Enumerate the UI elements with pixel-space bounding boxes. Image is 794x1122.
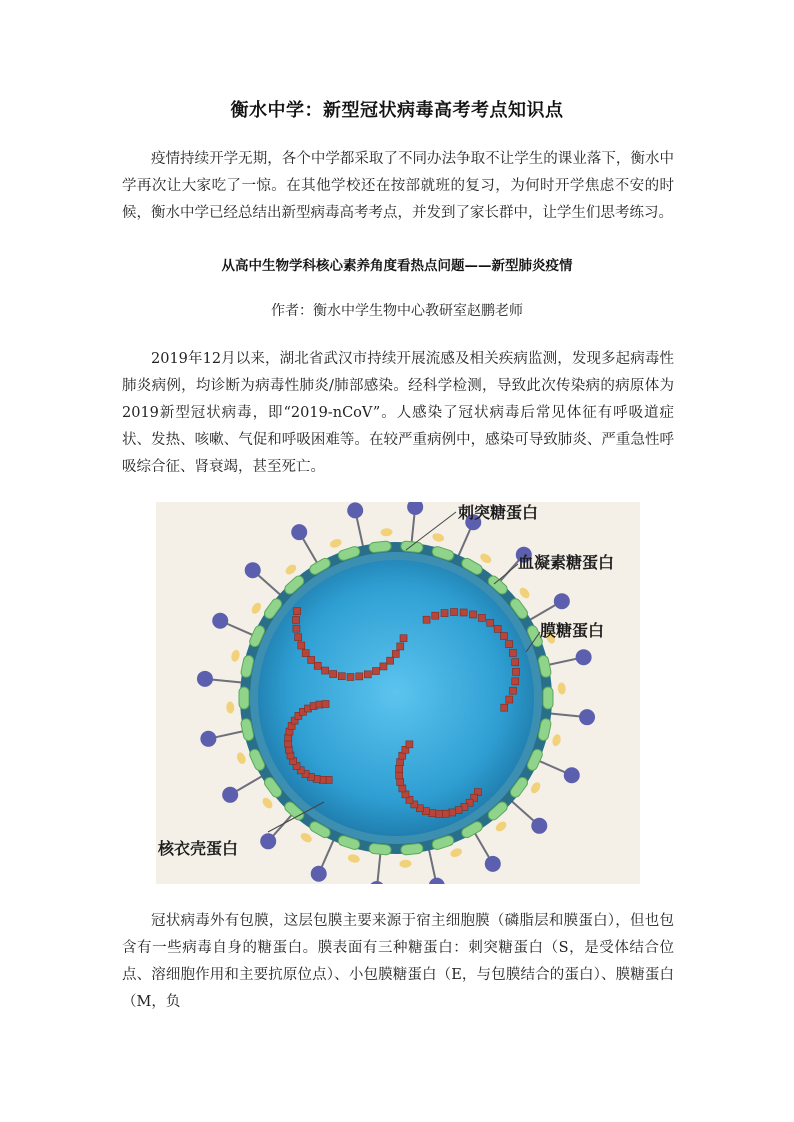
nucleocapsid-bead xyxy=(293,625,300,632)
spike-knob xyxy=(429,878,445,884)
label-nucleocapsid-protein: 核衣壳蛋白 xyxy=(158,839,239,858)
small-glycoprotein xyxy=(226,701,235,713)
nucleocapsid-bead xyxy=(435,810,442,817)
small-glycoprotein xyxy=(557,682,566,694)
leader-line-hemagglutinin xyxy=(494,564,518,584)
nucleocapsid-bead xyxy=(308,656,315,663)
small-glycoprotein xyxy=(399,859,411,868)
small-glycoprotein xyxy=(299,831,313,844)
section-heading: 从高中生物学科核心素养角度看热点问题——新型肺炎疫情 xyxy=(221,258,573,274)
nucleocapsid-bead xyxy=(501,633,508,640)
nucleocapsid-bead xyxy=(356,673,363,680)
nucleocapsid-bead xyxy=(470,611,477,618)
membrane-protein xyxy=(400,843,423,855)
small-glycoprotein xyxy=(284,563,298,577)
nucleocapsid-bead xyxy=(294,608,301,615)
author-line: 作者：衡水中学生物中心教研室赵鹏老师 xyxy=(271,303,523,319)
small-glycoprotein xyxy=(380,528,392,537)
nucleocapsid-bead xyxy=(330,671,337,678)
nucleocapsid-bead xyxy=(506,696,513,703)
nucleocapsid-bead xyxy=(396,772,403,779)
label-membrane-glycoprotein: 膜糖蛋白 xyxy=(540,621,605,640)
nucleocapsid-bead xyxy=(432,612,439,619)
nucleocapsid-bead xyxy=(478,614,485,621)
nucleocapsid-bead xyxy=(510,687,517,694)
virus-core xyxy=(258,560,534,836)
nucleocapsid-bead xyxy=(295,634,302,641)
label-hemagglutinin-glycoprotein: 血凝素糖蛋白 xyxy=(518,553,615,572)
nucleocapsid-bead xyxy=(387,657,394,664)
nucleocapsid-bead xyxy=(380,663,387,670)
nucleocapsid-bead xyxy=(364,671,371,678)
small-glycoprotein xyxy=(551,733,562,747)
nucleocapsid-bead xyxy=(302,650,309,657)
page-title: 衡水中学：新型冠状病毒高考考点知识点 xyxy=(230,100,564,121)
spike-knob xyxy=(212,613,228,629)
small-glycoprotein xyxy=(431,532,445,543)
nucleocapsid-bead xyxy=(392,650,399,657)
nucleocapsid-bead xyxy=(429,810,436,817)
nucleocapsid-bead xyxy=(512,659,519,666)
nucleocapsid-bead xyxy=(397,643,404,650)
nucleocapsid-bead xyxy=(460,609,467,616)
small-glycoprotein xyxy=(230,649,241,663)
nucleocapsid-bead xyxy=(347,673,354,680)
spike-knob xyxy=(291,524,307,540)
nucleocapsid-bead xyxy=(399,785,406,792)
nucleocapsid-bead xyxy=(293,616,300,623)
nucleocapsid-bead xyxy=(322,667,329,674)
spike-knob xyxy=(579,709,595,725)
spike-knob xyxy=(260,833,276,849)
membrane-protein xyxy=(369,541,392,553)
spike-knob xyxy=(554,593,570,609)
nucleocapsid-bead xyxy=(506,641,513,648)
spike-knob xyxy=(200,731,216,747)
nucleocapsid-bead xyxy=(509,649,516,656)
label-spike-glycoprotein: 刺突糖蛋白 xyxy=(458,503,539,522)
body-paragraph-2: 冠状病毒外有包膜，这层包膜主要来源于宿主细胞膜（磷脂层和膜蛋白），但也包含有一些病毒自身的糖蛋白。膜表面有三种糖蛋白：刺突糖蛋白（S，是受体结合位点、溶细胞作用和主要抗原位点）、小包膜糖蛋白（E，与包膜结合的蛋白）、膜糖蛋白（M，负 xyxy=(122,913,674,1010)
small-glycoprotein xyxy=(449,847,463,859)
nucleocapsid-bead xyxy=(494,625,501,632)
membrane-protein xyxy=(400,541,423,553)
nucleocapsid-bead xyxy=(298,642,305,649)
spike-knob xyxy=(197,671,213,687)
small-glycoprotein xyxy=(329,537,343,549)
spike-knob xyxy=(311,866,327,882)
nucleocapsid-bead xyxy=(455,807,462,814)
nucleocapsid-bead xyxy=(487,619,494,626)
spike-knob xyxy=(222,787,238,803)
nucleocapsid-bead xyxy=(400,635,407,642)
nucleocapsid-bead xyxy=(442,810,449,817)
body-paragraph-1: 2019年12月以来，湖北省武汉市持续开展流感及相关疾病监测，发现多起病毒性肺炎病例，均诊断为病毒性肺炎/肺部感染。经科学检测，导致此次传染病的病原体为2019新型冠状病毒，即“2019-nCoV”。人感染了冠状病毒后常见体征有呼吸道症状、发热、咳嗽、气促和呼吸困难等。在较严重病例中，感染可导致肺炎、严重急性呼吸综合征、肾衰竭，甚至死亡。 xyxy=(122,351,674,475)
small-glycoprotein xyxy=(261,796,275,810)
spike-knob xyxy=(485,856,501,872)
intro-paragraph: 疫情持续开学无期，各个中学都采取了不同办法争取不让学生的课业落下，衡水中学再次让大家吃了一惊。在其他学校还在按部就班的复习，为何时开学焦虑不安的时候，衡水中学已经总结出新型病毒高考考点，并发到了家长群中，让学生们思考练习。 xyxy=(122,151,674,221)
nucleocapsid-bead xyxy=(501,704,508,711)
nucleocapsid-bead xyxy=(338,673,345,680)
spike-knob xyxy=(407,502,423,515)
nucleocapsid-bead xyxy=(397,759,404,766)
spike-knob xyxy=(564,767,580,783)
nucleocapsid-bead xyxy=(406,741,413,748)
nucleocapsid-bead xyxy=(322,701,329,708)
small-glycoprotein xyxy=(479,552,493,565)
small-glycoprotein xyxy=(347,853,361,864)
nucleocapsid-bead xyxy=(449,809,456,816)
nucleocapsid-bead xyxy=(423,616,430,623)
small-glycoprotein xyxy=(235,751,247,765)
nucleocapsid-bead xyxy=(396,765,403,772)
membrane-protein xyxy=(543,687,553,709)
membrane-protein xyxy=(369,843,392,855)
virus-structure-figure xyxy=(156,502,640,884)
nucleocapsid-bead xyxy=(512,668,519,675)
spike-knob xyxy=(347,502,363,518)
nucleocapsid-bead xyxy=(397,779,404,786)
nucleocapsid-bead xyxy=(441,610,448,617)
small-glycoprotein xyxy=(250,601,263,615)
spike-knob xyxy=(245,562,261,578)
nucleocapsid-bead xyxy=(451,609,458,616)
spike-knob xyxy=(369,881,385,884)
spike-knob xyxy=(531,818,547,834)
spike-knob xyxy=(576,649,592,665)
small-glycoprotein xyxy=(518,586,532,600)
membrane-protein xyxy=(239,687,249,709)
nucleocapsid-bead xyxy=(512,678,519,685)
small-glycoprotein xyxy=(494,820,508,834)
nucleocapsid-bead xyxy=(372,668,379,675)
small-glycoprotein xyxy=(529,781,542,795)
nucleocapsid-bead xyxy=(314,662,321,669)
